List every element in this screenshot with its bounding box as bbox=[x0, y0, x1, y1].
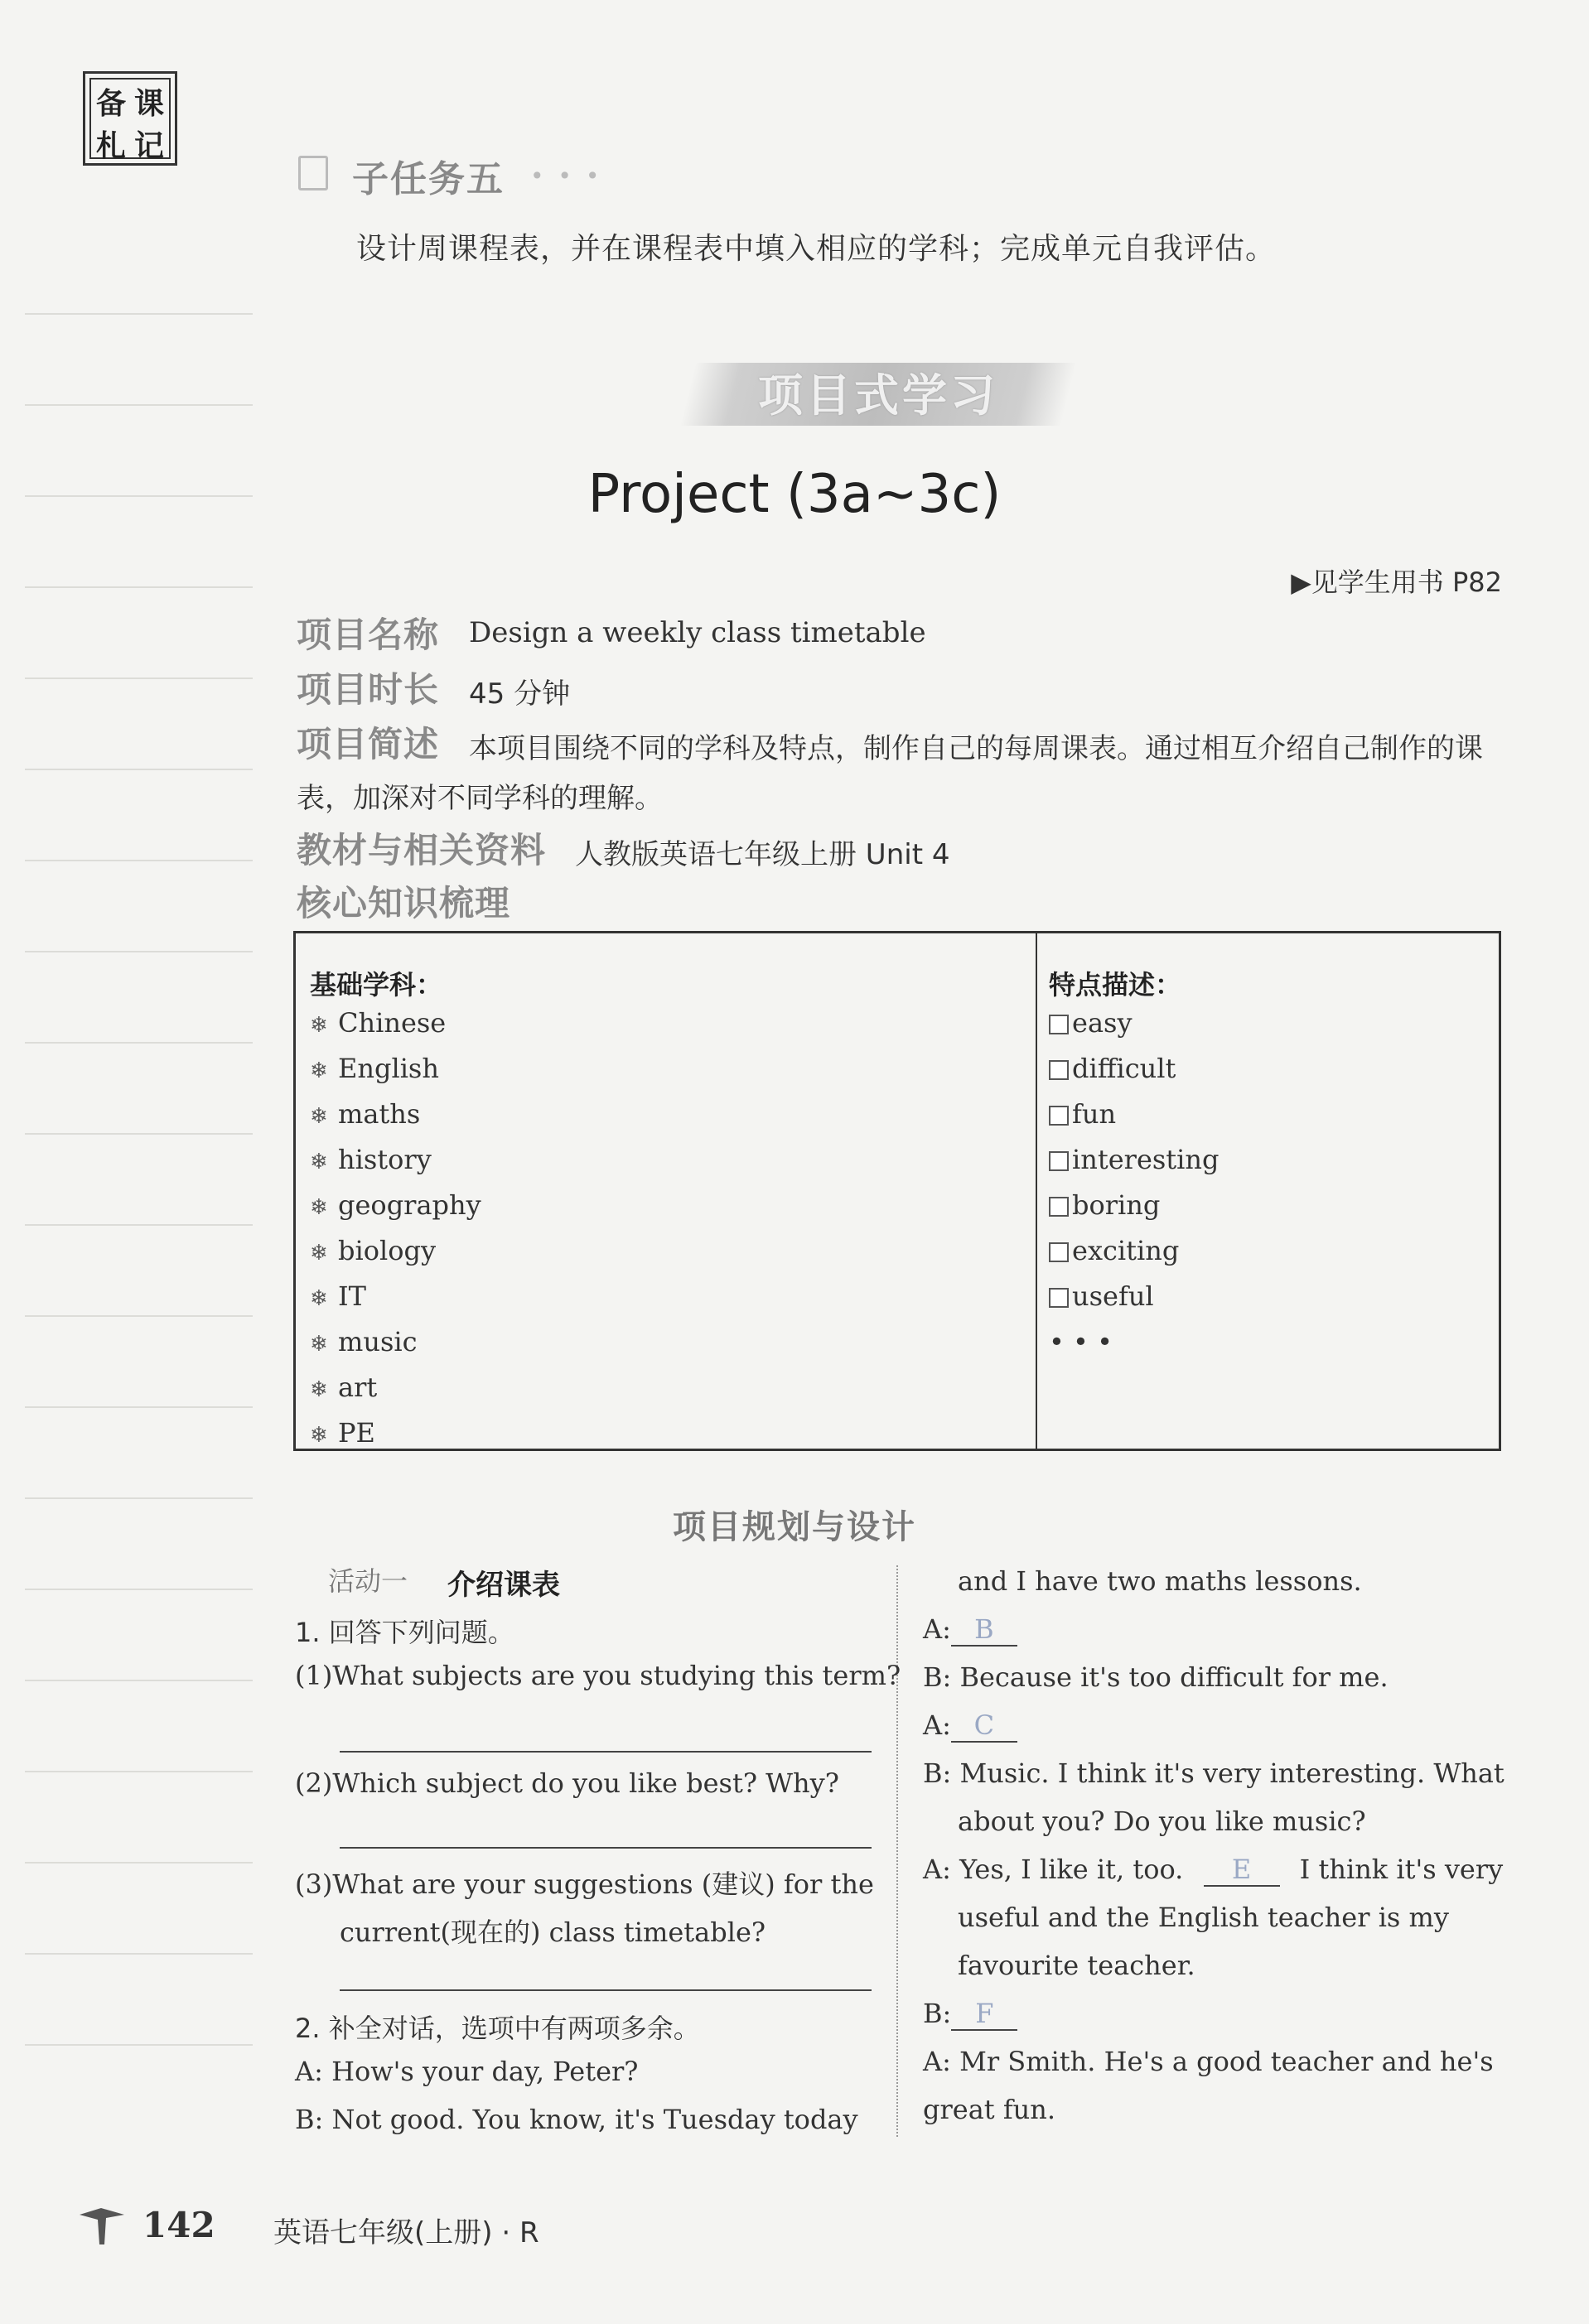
snowflake-icon: ❄ bbox=[310, 1377, 328, 1402]
question-text: (1)What subjects are you studying this term? bbox=[295, 1660, 901, 1691]
stamp-char: 课 bbox=[133, 87, 164, 121]
snowflake-icon: ❄ bbox=[310, 1286, 328, 1311]
dialogue-line: A: Mr Smith. He's a good teacher and he's bbox=[923, 2046, 1494, 2077]
checkbox-icon[interactable] bbox=[1049, 1242, 1069, 1262]
snowflake-icon: ❄ bbox=[310, 1013, 328, 1038]
answer-line[interactable] bbox=[340, 1751, 872, 1753]
list-item: ❄ history bbox=[310, 1137, 481, 1183]
list-item: ❄ Chinese bbox=[310, 1000, 481, 1046]
page-number: 142 bbox=[142, 2205, 215, 2245]
dialogue-line: B: Not good. You know, it's Tuesday today bbox=[295, 2104, 858, 2135]
stamp-char: 备 bbox=[95, 87, 126, 121]
question-text: (2)Which subject do you like best? Why? bbox=[295, 1767, 839, 1799]
list-item[interactable]: easy bbox=[1049, 1000, 1219, 1046]
dialogue-line: A: Yes, I like it, too. E I think it's very bbox=[923, 1854, 1504, 1885]
question-heading: 1. 回答下列问题。 bbox=[295, 1617, 514, 1648]
list-item[interactable]: exciting bbox=[1049, 1228, 1219, 1274]
list-item[interactable]: useful bbox=[1049, 1274, 1219, 1319]
snowflake-icon: ❄ bbox=[310, 1195, 328, 1220]
more-ellipsis: • • • bbox=[1049, 1326, 1113, 1357]
list-item: ❄ art bbox=[310, 1365, 481, 1410]
dialogue-line: about you? Do you like music? bbox=[958, 1806, 1366, 1837]
project-name-value: Design a weekly class timetable bbox=[469, 616, 926, 649]
list-item: ❄ biology bbox=[310, 1228, 481, 1274]
question-text: current(现在的) class timetable? bbox=[340, 1917, 766, 1948]
answer-blank[interactable]: F bbox=[951, 1998, 1017, 2031]
list-item: ❄ PE bbox=[310, 1410, 481, 1456]
dialogue-line: A: C bbox=[923, 1709, 1017, 1743]
dialogue-line: B: Music. I think it's very interesting. What bbox=[923, 1757, 1504, 1789]
list-item: ❄ geography bbox=[310, 1183, 481, 1228]
column-divider bbox=[896, 1565, 898, 2137]
project-title: Project (3a~3c) bbox=[587, 464, 1002, 525]
answer-line[interactable] bbox=[340, 1847, 872, 1849]
lesson-notes-stamp bbox=[83, 71, 177, 166]
answer-blank[interactable]: E bbox=[1204, 1854, 1280, 1887]
features-list bbox=[1049, 1000, 1219, 1365]
list-item bbox=[1049, 1319, 1219, 1365]
checkbox-icon[interactable] bbox=[1049, 1106, 1069, 1126]
checkbox-icon[interactable] bbox=[1049, 1015, 1069, 1034]
answer-blank[interactable]: C bbox=[951, 1709, 1017, 1743]
snowflake-icon: ❄ bbox=[310, 1150, 328, 1174]
subtask-title: 子任务五 bbox=[352, 158, 505, 200]
dialogue-line: A: B bbox=[923, 1613, 1017, 1647]
activity-title: 介绍课表 bbox=[447, 1569, 560, 1602]
project-duration-label: 项目时长 bbox=[297, 669, 440, 710]
answer-blank[interactable]: B bbox=[951, 1613, 1017, 1647]
checkbox-icon[interactable] bbox=[1049, 1151, 1069, 1171]
page-corner-icon bbox=[76, 2203, 129, 2249]
list-item: ❄ maths bbox=[310, 1092, 481, 1137]
features-header: 特点描述： bbox=[1049, 969, 1182, 1000]
list-item[interactable]: difficult bbox=[1049, 1046, 1219, 1092]
planning-section-title: 项目规划与设计 bbox=[673, 1508, 916, 1546]
checkbox-icon[interactable] bbox=[1049, 1197, 1069, 1217]
snowflake-icon: ❄ bbox=[310, 1241, 328, 1266]
snowflake-icon: ❄ bbox=[310, 1104, 328, 1129]
checkbox-icon[interactable] bbox=[1049, 1288, 1069, 1308]
list-item[interactable]: interesting bbox=[1049, 1137, 1219, 1183]
dialogue-line: great fun. bbox=[923, 2094, 1056, 2125]
snowflake-icon: ❄ bbox=[310, 1058, 328, 1083]
subjects-list bbox=[310, 1000, 481, 1456]
project-summary-label: 项目简述 bbox=[297, 724, 440, 764]
book-title: 英语七年级(上册) · R bbox=[273, 2216, 539, 2249]
subtask-dots: • • • bbox=[530, 162, 603, 190]
stamp-char: 记 bbox=[133, 129, 164, 163]
checkbox-icon[interactable] bbox=[1049, 1060, 1069, 1080]
core-knowledge-label: 核心知识梳理 bbox=[297, 883, 511, 923]
dialogue-line: B: F bbox=[923, 1998, 1017, 2031]
project-name-label: 项目名称 bbox=[297, 615, 440, 655]
snowflake-icon: ❄ bbox=[310, 1332, 328, 1357]
stamp-char: 札 bbox=[95, 129, 126, 163]
project-summary-line: 本项目围绕不同的学科及特点，制作自己的每周课表。通过相互介绍自己制作的课 bbox=[469, 732, 1483, 765]
materials-label: 教材与相关资料 bbox=[297, 830, 547, 870]
knowledge-table-divider bbox=[1036, 931, 1037, 1451]
project-summary-line: 表，加深对不同学科的理解。 bbox=[297, 782, 663, 815]
subtask-book-icon bbox=[298, 156, 328, 190]
answer-line[interactable] bbox=[340, 1989, 872, 1991]
list-item: ❄ English bbox=[310, 1046, 481, 1092]
materials-value: 人教版英语七年级上册 Unit 4 bbox=[575, 838, 950, 871]
dialogue-line: and I have two maths lessons. bbox=[958, 1565, 1362, 1597]
dialogue-line: A: How's your day, Peter? bbox=[295, 2056, 639, 2087]
dialogue-line: favourite teacher. bbox=[958, 1950, 1195, 1981]
question-text: (3)What are your suggestions (建议) for the bbox=[295, 1868, 874, 1900]
list-item: ❄ IT bbox=[310, 1274, 481, 1319]
student-book-reference: ▶见学生用书 P82 bbox=[1291, 567, 1502, 598]
list-item[interactable]: boring bbox=[1049, 1183, 1219, 1228]
subtask-description: 设计周课程表，并在课程表中填入相应的学科；完成单元自我评估。 bbox=[356, 232, 1277, 266]
list-item[interactable]: fun bbox=[1049, 1092, 1219, 1137]
question-heading: 2. 补全对话，选项中有两项多余。 bbox=[295, 2013, 700, 2044]
snowflake-icon: ❄ bbox=[310, 1423, 328, 1448]
list-item: ❄ music bbox=[310, 1319, 481, 1365]
dialogue-line: useful and the English teacher is my bbox=[958, 1902, 1449, 1933]
section-banner-text: 项目式学习 bbox=[758, 369, 998, 422]
subjects-header: 基础学科： bbox=[310, 969, 443, 1000]
activity-label: 活动一 bbox=[328, 1565, 408, 1597]
dialogue-line: B: Because it's too difficult for me. bbox=[923, 1661, 1389, 1693]
project-duration-value: 45 分钟 bbox=[469, 677, 571, 711]
